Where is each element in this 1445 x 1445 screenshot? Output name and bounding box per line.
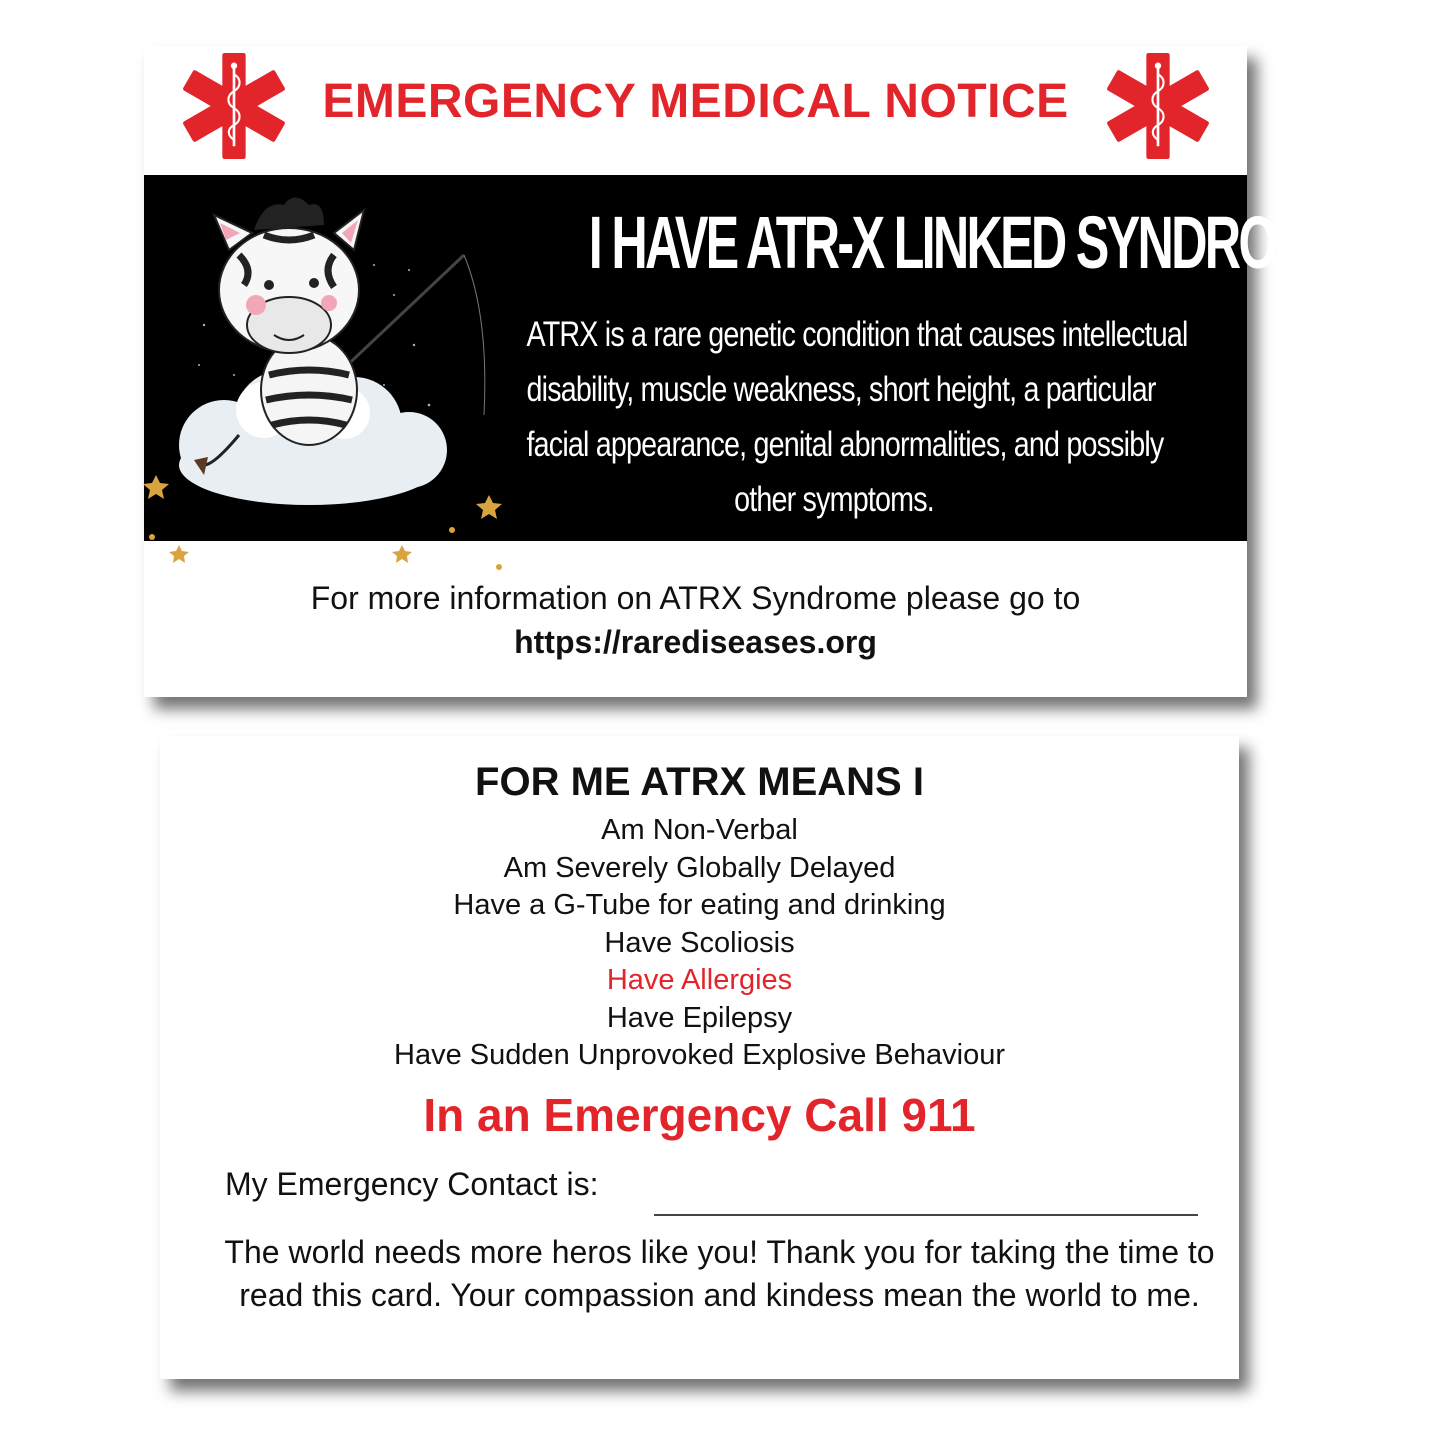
condition-banner	[144, 175, 1345, 541]
condition-description	[459, 307, 1209, 527]
list-item: Have Scoliosis	[604, 926, 795, 959]
list-item: Am Severely Globally Delayed	[503, 851, 896, 884]
notice-title: EMERGENCY MEDICAL NOTICE	[322, 75, 1069, 128]
more-info-text: For more information on ATRX Syndrome please go to	[310, 580, 1081, 616]
means-list	[160, 812, 1239, 1075]
front-card	[144, 46, 1345, 697]
back-card	[160, 736, 1239, 1379]
description-line: other symptoms.	[734, 480, 934, 519]
info-url-link[interactable]: https://rarediseases.org	[514, 624, 877, 660]
more-info	[144, 576, 1247, 664]
emergency-call-text: In an Emergency Call 911	[423, 1089, 976, 1141]
condition-heading: I HAVE ATR-X LINKED SYNDROME	[588, 201, 1345, 284]
closing-message: The world needs more heros like you! Thank you for taking the time to read this card. Your compassion and kindess mean the world to me.	[224, 1234, 1215, 1313]
list-item: Have Sudden Unprovoked Explosive Behaviour	[394, 1039, 1005, 1071]
list-item: Am Non-Verbal	[601, 814, 798, 846]
description-line: facial appearance, genital abnormalities, and possibly	[526, 425, 1164, 464]
list-item: Have a G-Tube for eating and drinking	[453, 889, 946, 921]
list-item: Have Epilepsy	[606, 1001, 793, 1034]
description-line: disability, muscle weakness, short height, a particular	[526, 370, 1156, 409]
emergency-contact-line	[654, 1214, 1198, 1216]
description-line: ATRX is a rare genetic condition that causes intellectual	[526, 315, 1188, 354]
star-of-life-icon	[1105, 53, 1211, 159]
emergency-contact-label: My Emergency Contact is:	[225, 1166, 599, 1202]
means-heading: FOR ME ATRX MEANS I	[475, 760, 924, 804]
list-item-allergies: Have Allergies	[606, 964, 793, 996]
